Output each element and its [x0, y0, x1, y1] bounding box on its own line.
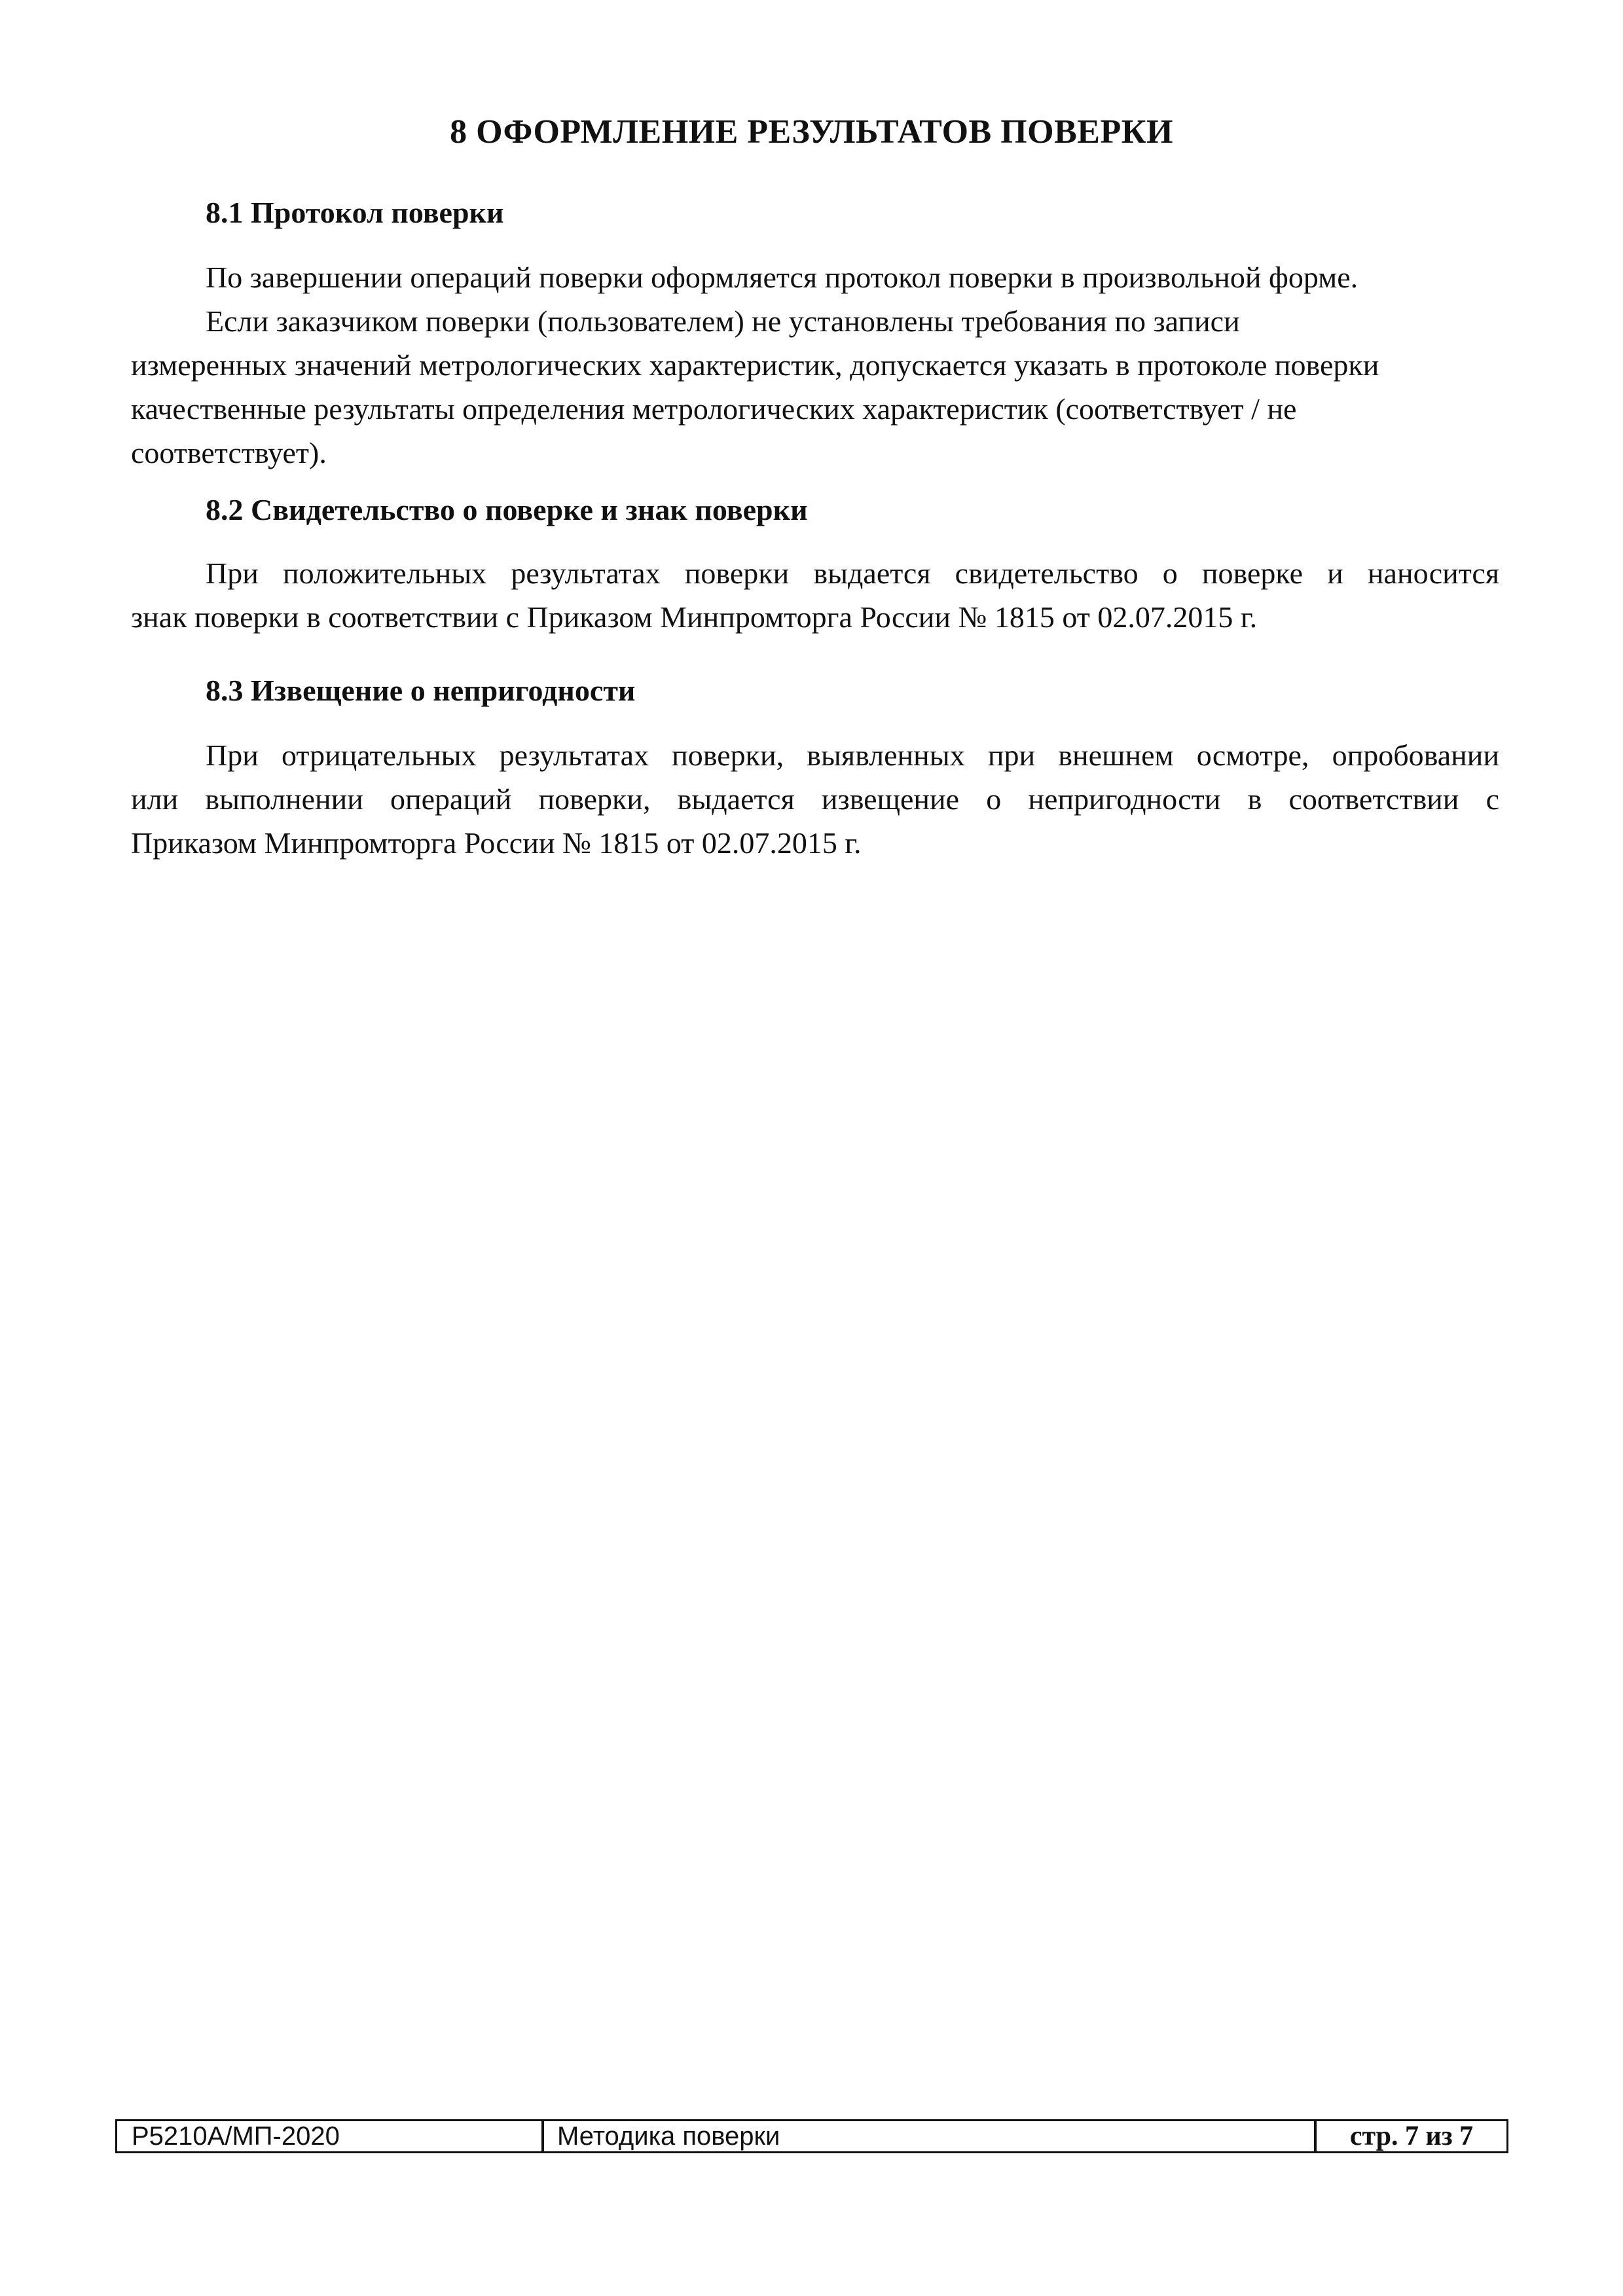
paragraph-line: соответствует).: [131, 436, 327, 469]
paragraph-line: Приказом Минпромторга России № 1815 от 02.07.2015 г.: [131, 826, 862, 860]
paragraph-line: или выполнении операций поверки, выдается извещение о непригодности в соответствии с: [131, 782, 1499, 816]
section-body-unfitness-notice: [131, 733, 1499, 865]
paragraph-line: При положительных результатах поверки выдается свидетельство о поверке и наносится: [206, 556, 1499, 590]
paragraph-line: Если заказчиком поверки (пользователем) не установлены требования по записи: [206, 304, 1240, 338]
section-body-certificate: [131, 551, 1499, 639]
paragraph-line: По завершении операций поверки оформляется протокол поверки в произвольной форме.: [206, 261, 1359, 294]
paragraph-line: При отрицательных результатах поверки, выявленных при внешнем осмотре, опробовании: [206, 738, 1499, 772]
footer-page-number: стр. 7 из 7: [1349, 2121, 1474, 2151]
paragraph-line: качественные результаты определения метрологических характеристик (соответствует / не: [131, 392, 1297, 426]
paragraph-line: знак поверки в соответствии с Приказом Минпромторга России № 1815 от 02.07.2015 г.: [131, 600, 1258, 634]
footer-document-code: Р5210А/МП-2020: [117, 2121, 544, 2151]
section-heading-unfitness-notice: 8.3 Извещение о непригодности: [206, 674, 636, 707]
section-body-protocol: [131, 255, 1499, 475]
section-heading-certificate: 8.2 Свидетельство о поверке и знак поверки: [206, 493, 808, 526]
footer-document-type: Методика поверки: [544, 2121, 1317, 2151]
paragraph-line: измеренных значений метрологических характеристик, допускается указать в протоколе поверки: [131, 348, 1379, 382]
section-heading-protocol: 8.1 Протокол поверки: [206, 196, 504, 229]
footer-table: [115, 2119, 1508, 2153]
page-title: 8 ОФОРМЛЕНИЕ РЕЗУЛЬТАТОВ ПОВЕРКИ: [450, 113, 1173, 151]
